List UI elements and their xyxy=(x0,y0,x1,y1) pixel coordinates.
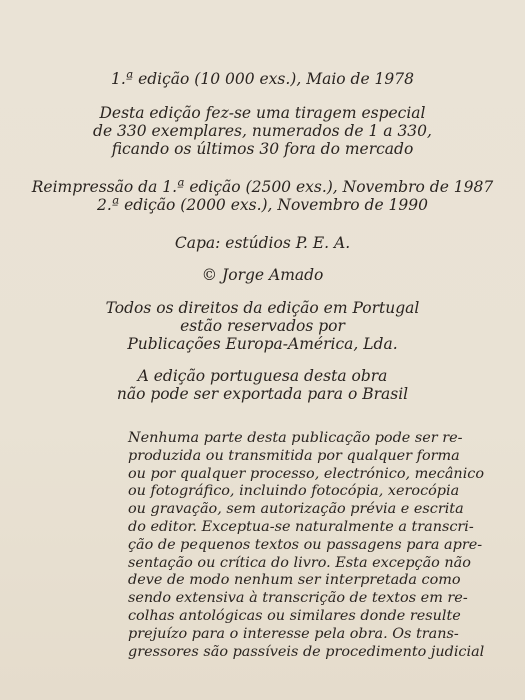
copyright-text: © Jorge Amado xyxy=(201,266,324,284)
special-edition-line-3: ficando os últimos 30 fora do mercado xyxy=(111,140,414,158)
legal-notice-line: Nenhuma parte desta publicação pode ser re- xyxy=(128,430,463,446)
second-edition-text: 2.ª edição (2000 exs.), Novembro de 1990 xyxy=(96,196,428,214)
first-edition-line xyxy=(0,70,525,88)
reprint-block xyxy=(0,178,525,214)
legal-notice-line: prejuízo para o interesse pela obra. Os trans- xyxy=(128,625,459,642)
rights-line-1: Todos os direitos da edição em Portugal xyxy=(105,299,420,317)
export-notice-line-2: não pode ser exportada para o Brasil xyxy=(116,385,409,403)
export-notice-line-1: A edição portuguesa desta obra xyxy=(137,367,388,385)
special-edition-block xyxy=(0,104,525,158)
legal-notice-line: sentação ou crítica do livro. Esta excepção não xyxy=(128,554,471,571)
reprint-text: Reimpressão da 1.ª edição (2500 exs.), Novembro de 1987 xyxy=(31,178,494,196)
rights-line-3: Publicações Europa-América, Lda. xyxy=(127,335,398,353)
legal-notice-line: deve de modo nenhum ser interpretada como xyxy=(128,572,461,589)
legal-notice-line: colhas antológicas ou similares donde resulte xyxy=(128,607,461,624)
cover-credit-text: Capa: estúdios P. E. A. xyxy=(174,234,351,252)
legal-notice-line: ou fotográfico, incluindo fotocópia, xerocópia xyxy=(128,483,460,500)
legal-notice-line: ou gravação, sem autorização prévia e escrita xyxy=(128,501,464,518)
legal-notice-line: ou por qualquer processo, electrónico, mecânico xyxy=(128,465,485,482)
legal-notice-paragraph xyxy=(128,430,485,661)
rights-line-2: estão reservados por xyxy=(180,317,345,335)
special-edition-line-2: de 330 exemplares, numerados de 1 a 330, xyxy=(93,122,432,140)
legal-notice-line: produzida ou transmitida por qualquer forma xyxy=(128,447,460,464)
legal-notice-line: sendo extensiva à transcrição de textos em re- xyxy=(128,590,468,607)
legal-notice-line: gressores são passíveis de procedimento judicial xyxy=(128,643,485,660)
legal-notice-line: do editor. Exceptua-se naturalmente a transcri- xyxy=(128,518,474,535)
first-edition-text: 1.ª edição (10 000 exs.), Maio de 1978 xyxy=(110,70,414,88)
cover-credit xyxy=(0,234,525,252)
copyright-line xyxy=(0,266,525,284)
legal-notice-line: ção de pequenos textos ou passagens para apre- xyxy=(128,536,483,553)
rights-block xyxy=(0,299,525,353)
export-notice-block xyxy=(0,367,525,403)
special-edition-line-1: Desta edição fez-se uma tiragem especial xyxy=(99,104,426,122)
